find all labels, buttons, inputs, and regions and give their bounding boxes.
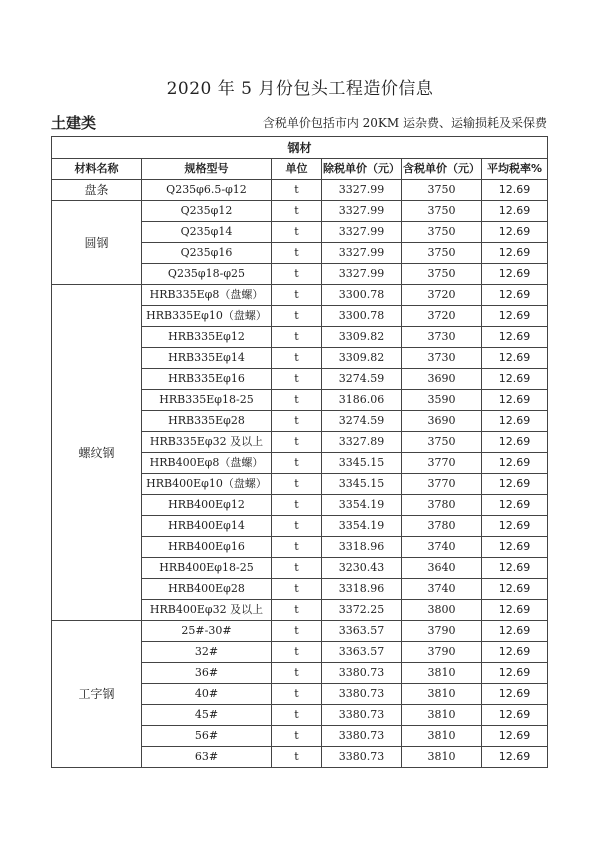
spec-cell: 63# xyxy=(142,747,272,768)
inc-tax-price-cell: 3750 xyxy=(402,222,482,243)
ex-tax-price-cell: 3327.99 xyxy=(322,180,402,201)
avg-tax-rate-cell: 12.69 xyxy=(482,285,548,306)
ex-tax-price-cell: 3274.59 xyxy=(322,411,402,432)
table-header-row xyxy=(52,159,548,180)
page-title: 2020 年 5 月份包头工程造价信息 xyxy=(166,79,434,99)
avg-tax-rate-cell: 12.69 xyxy=(482,201,548,222)
avg-tax-rate-cell: 12.69 xyxy=(482,495,548,516)
unit-cell: t xyxy=(272,600,322,621)
spec-cell: 56# xyxy=(142,726,272,747)
section-name: 土建类 xyxy=(51,114,97,132)
inc-tax-price-cell: 3720 xyxy=(402,306,482,327)
spec-cell: HRB400Eφ12 xyxy=(142,495,272,516)
section-header xyxy=(51,112,547,132)
unit-cell: t xyxy=(272,411,322,432)
inc-tax-price-cell: 3780 xyxy=(402,516,482,537)
unit-cell: t xyxy=(272,474,322,495)
spec-cell: Q235φ6.5-φ12 xyxy=(142,180,272,201)
avg-tax-rate-cell: 12.69 xyxy=(482,705,548,726)
inc-tax-price-cell: 3690 xyxy=(402,369,482,390)
unit-cell: t xyxy=(272,243,322,264)
spec-cell: HRB335Eφ12 xyxy=(142,327,272,348)
spec-cell: HRB335Eφ28 xyxy=(142,411,272,432)
avg-tax-rate-cell: 12.69 xyxy=(482,537,548,558)
avg-tax-rate-cell: 12.69 xyxy=(482,747,548,768)
header-ex-tax-price: 除税单价（元） xyxy=(322,159,402,180)
ex-tax-price-cell: 3380.73 xyxy=(322,663,402,684)
inc-tax-price-cell: 3810 xyxy=(402,726,482,747)
inc-tax-price-cell: 3590 xyxy=(402,390,482,411)
avg-tax-rate-cell: 12.69 xyxy=(482,432,548,453)
unit-cell: t xyxy=(272,558,322,579)
inc-tax-price-cell: 3790 xyxy=(402,621,482,642)
inc-tax-price-cell: 3750 xyxy=(402,243,482,264)
ex-tax-price-cell: 3318.96 xyxy=(322,579,402,600)
ex-tax-price-cell: 3230.43 xyxy=(322,558,402,579)
avg-tax-rate-cell: 12.69 xyxy=(482,264,548,285)
avg-tax-rate-cell: 12.69 xyxy=(482,684,548,705)
inc-tax-price-cell: 3740 xyxy=(402,537,482,558)
avg-tax-rate-cell: 12.69 xyxy=(482,558,548,579)
material-name-cell: 盘条 xyxy=(52,180,142,201)
spec-cell: HRB400Eφ18-25 xyxy=(142,558,272,579)
ex-tax-price-cell: 3354.19 xyxy=(322,516,402,537)
ex-tax-price-cell: 3372.25 xyxy=(322,600,402,621)
inc-tax-price-cell: 3810 xyxy=(402,663,482,684)
spec-cell: Q235φ16 xyxy=(142,243,272,264)
table-body xyxy=(52,180,548,768)
inc-tax-price-cell: 3810 xyxy=(402,684,482,705)
inc-tax-price-cell: 3730 xyxy=(402,327,482,348)
inc-tax-price-cell: 3800 xyxy=(402,600,482,621)
avg-tax-rate-cell: 12.69 xyxy=(482,390,548,411)
spec-cell: HRB335Eφ16 xyxy=(142,369,272,390)
material-name-cell: 螺纹钢 xyxy=(52,285,142,621)
unit-cell: t xyxy=(272,537,322,558)
ex-tax-price-cell: 3327.99 xyxy=(322,243,402,264)
inc-tax-price-cell: 3730 xyxy=(402,348,482,369)
header-unit: 单位 xyxy=(272,159,322,180)
spec-cell: HRB335Eφ14 xyxy=(142,348,272,369)
avg-tax-rate-cell: 12.69 xyxy=(482,411,548,432)
table-row xyxy=(52,621,548,642)
avg-tax-rate-cell: 12.69 xyxy=(482,180,548,201)
avg-tax-rate-cell: 12.69 xyxy=(482,642,548,663)
table-group-title-row xyxy=(52,137,548,159)
spec-cell: HRB400Eφ8（盘螺） xyxy=(142,453,272,474)
ex-tax-price-cell: 3345.15 xyxy=(322,453,402,474)
spec-cell: 40# xyxy=(142,684,272,705)
ex-tax-price-cell: 3327.89 xyxy=(322,432,402,453)
ex-tax-price-cell: 3274.59 xyxy=(322,369,402,390)
inc-tax-price-cell: 3810 xyxy=(402,705,482,726)
material-name-cell: 工字钢 xyxy=(52,621,142,768)
ex-tax-price-cell: 3345.15 xyxy=(322,474,402,495)
header-inc-tax-price: 含税单价（元） xyxy=(402,159,482,180)
avg-tax-rate-cell: 12.69 xyxy=(482,600,548,621)
inc-tax-price-cell: 3810 xyxy=(402,747,482,768)
spec-cell: Q235φ14 xyxy=(142,222,272,243)
unit-cell: t xyxy=(272,642,322,663)
material-name-cell: 圆钢 xyxy=(52,201,142,285)
avg-tax-rate-cell: 12.69 xyxy=(482,306,548,327)
avg-tax-rate-cell: 12.69 xyxy=(482,222,548,243)
header-spec: 规格型号 xyxy=(142,159,272,180)
spec-cell: 32# xyxy=(142,642,272,663)
unit-cell: t xyxy=(272,222,322,243)
spec-cell: 25#-30# xyxy=(142,621,272,642)
avg-tax-rate-cell: 12.69 xyxy=(482,369,548,390)
ex-tax-price-cell: 3363.57 xyxy=(322,642,402,663)
avg-tax-rate-cell: 12.69 xyxy=(482,516,548,537)
header-avg-tax-rate: 平均税率% xyxy=(482,159,548,180)
ex-tax-price-cell: 3318.96 xyxy=(322,537,402,558)
ex-tax-price-cell: 3300.78 xyxy=(322,285,402,306)
table-row xyxy=(52,285,548,306)
avg-tax-rate-cell: 12.69 xyxy=(482,453,548,474)
unit-cell: t xyxy=(272,516,322,537)
spec-cell: 36# xyxy=(142,663,272,684)
spec-cell: Q235φ18-φ25 xyxy=(142,264,272,285)
ex-tax-price-cell: 3327.99 xyxy=(322,201,402,222)
avg-tax-rate-cell: 12.69 xyxy=(482,663,548,684)
unit-cell: t xyxy=(272,201,322,222)
spec-cell: 45# xyxy=(142,705,272,726)
inc-tax-price-cell: 3750 xyxy=(402,180,482,201)
avg-tax-rate-cell: 12.69 xyxy=(482,243,548,264)
ex-tax-price-cell: 3300.78 xyxy=(322,306,402,327)
inc-tax-price-cell: 3770 xyxy=(402,474,482,495)
spec-cell: HRB400Eφ32 及以上 xyxy=(142,600,272,621)
unit-cell: t xyxy=(272,453,322,474)
ex-tax-price-cell: 3354.19 xyxy=(322,495,402,516)
inc-tax-price-cell: 3750 xyxy=(402,264,482,285)
ex-tax-price-cell: 3309.82 xyxy=(322,348,402,369)
inc-tax-price-cell: 3750 xyxy=(402,432,482,453)
avg-tax-rate-cell: 12.69 xyxy=(482,327,548,348)
unit-cell: t xyxy=(272,684,322,705)
ex-tax-price-cell: 3186.06 xyxy=(322,390,402,411)
spec-cell: HRB335Eφ32 及以上 xyxy=(142,432,272,453)
unit-cell: t xyxy=(272,348,322,369)
spec-cell: HRB400Eφ10（盘螺） xyxy=(142,474,272,495)
spec-cell: HRB335Eφ10（盘螺） xyxy=(142,306,272,327)
unit-cell: t xyxy=(272,621,322,642)
table-row xyxy=(52,180,548,201)
unit-cell: t xyxy=(272,495,322,516)
spec-cell: HRB400Eφ16 xyxy=(142,537,272,558)
unit-cell: t xyxy=(272,663,322,684)
inc-tax-price-cell: 3770 xyxy=(402,453,482,474)
unit-cell: t xyxy=(272,432,322,453)
inc-tax-price-cell: 3640 xyxy=(402,558,482,579)
unit-cell: t xyxy=(272,180,322,201)
unit-cell: t xyxy=(272,306,322,327)
ex-tax-price-cell: 3380.73 xyxy=(322,747,402,768)
unit-cell: t xyxy=(272,390,322,411)
ex-tax-price-cell: 3309.82 xyxy=(322,327,402,348)
unit-cell: t xyxy=(272,579,322,600)
unit-cell: t xyxy=(272,285,322,306)
table-group-title: 钢材 xyxy=(52,137,548,159)
spec-cell: HRB335Eφ18-25 xyxy=(142,390,272,411)
avg-tax-rate-cell: 12.69 xyxy=(482,474,548,495)
avg-tax-rate-cell: 12.69 xyxy=(482,579,548,600)
section-note: 含税单价包括市内 20KM 运杂费、运输损耗及采保费 xyxy=(262,116,547,130)
ex-tax-price-cell: 3327.99 xyxy=(322,222,402,243)
unit-cell: t xyxy=(272,327,322,348)
ex-tax-price-cell: 3380.73 xyxy=(322,684,402,705)
spec-cell: HRB400Eφ28 xyxy=(142,579,272,600)
inc-tax-price-cell: 3690 xyxy=(402,411,482,432)
price-table xyxy=(51,136,548,768)
unit-cell: t xyxy=(272,369,322,390)
inc-tax-price-cell: 3750 xyxy=(402,201,482,222)
unit-cell: t xyxy=(272,705,322,726)
table-row xyxy=(52,201,548,222)
inc-tax-price-cell: 3790 xyxy=(402,642,482,663)
ex-tax-price-cell: 3380.73 xyxy=(322,726,402,747)
ex-tax-price-cell: 3380.73 xyxy=(322,705,402,726)
unit-cell: t xyxy=(272,726,322,747)
spec-cell: HRB335Eφ8（盘螺） xyxy=(142,285,272,306)
avg-tax-rate-cell: 12.69 xyxy=(482,348,548,369)
spec-cell: HRB400Eφ14 xyxy=(142,516,272,537)
inc-tax-price-cell: 3720 xyxy=(402,285,482,306)
spec-cell: Q235φ12 xyxy=(142,201,272,222)
ex-tax-price-cell: 3363.57 xyxy=(322,621,402,642)
avg-tax-rate-cell: 12.69 xyxy=(482,621,548,642)
ex-tax-price-cell: 3327.99 xyxy=(322,264,402,285)
inc-tax-price-cell: 3780 xyxy=(402,495,482,516)
unit-cell: t xyxy=(272,747,322,768)
inc-tax-price-cell: 3740 xyxy=(402,579,482,600)
unit-cell: t xyxy=(272,264,322,285)
avg-tax-rate-cell: 12.69 xyxy=(482,726,548,747)
header-material-name: 材料名称 xyxy=(52,159,142,180)
